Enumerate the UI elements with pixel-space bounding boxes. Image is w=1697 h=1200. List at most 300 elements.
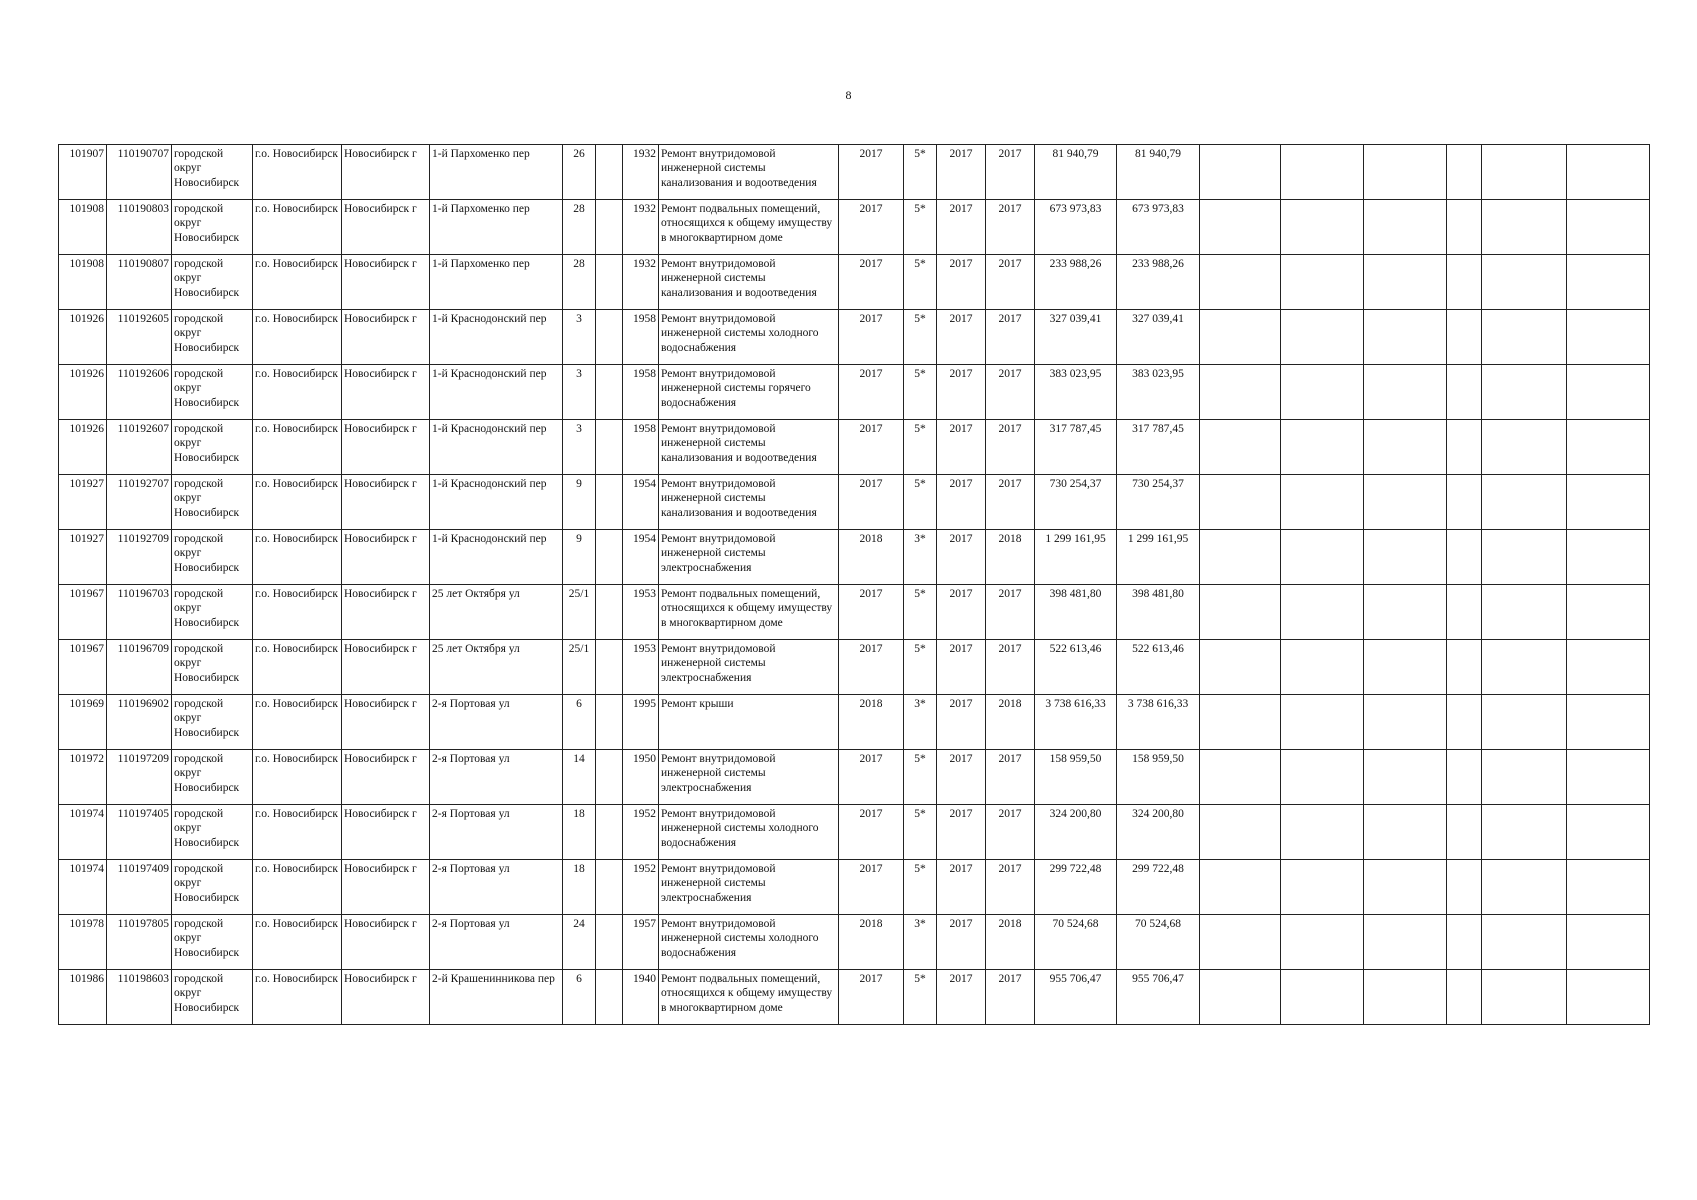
extra-cell — [1281, 585, 1364, 640]
extra-cell — [1364, 805, 1447, 860]
extra-cell — [1567, 530, 1650, 585]
house-cell: 28 — [563, 200, 596, 255]
id-cell: 101927 — [59, 475, 107, 530]
extra-cell — [1200, 475, 1281, 530]
year-start-cell: 2017 — [937, 255, 986, 310]
house-cell: 3 — [563, 365, 596, 420]
category-cell: 3* — [904, 915, 937, 970]
extra-cell — [1447, 860, 1482, 915]
extra-cell — [1447, 805, 1482, 860]
corpus-cell — [596, 805, 623, 860]
year-end-cell: 2017 — [986, 640, 1035, 695]
work-type-cell: Ремонт подвальных помещений, относящихся к общему имуществу в многоквартирном доме — [659, 585, 839, 640]
year-start-cell: 2017 — [937, 915, 986, 970]
street-cell: 1-й Краснодонский пер — [430, 475, 563, 530]
extra-cell — [1482, 145, 1567, 200]
cost-cell: 327 039,41 — [1035, 310, 1117, 365]
extra-cell — [1482, 695, 1567, 750]
municipality-cell: городской округ Новосибирск — [172, 365, 253, 420]
extra-cell — [1567, 860, 1650, 915]
extra-cell — [1482, 475, 1567, 530]
code-cell: 110196703 — [107, 585, 172, 640]
cost-cell: 383 023,95 — [1035, 365, 1117, 420]
extra-cell — [1567, 145, 1650, 200]
extra-cell — [1447, 530, 1482, 585]
table-row — [59, 860, 1650, 915]
code-cell: 110196902 — [107, 695, 172, 750]
extra-cell — [1200, 695, 1281, 750]
street-cell: 2-я Портовая ул — [430, 805, 563, 860]
extra-cell — [1281, 475, 1364, 530]
work-type-cell: Ремонт внутридомовой инженерной системы холодного водоснабжения — [659, 310, 839, 365]
extra-cell — [1447, 585, 1482, 640]
city-cell: Новосибирск г — [342, 915, 430, 970]
city-cell: Новосибирск г — [342, 805, 430, 860]
year-start-cell: 2017 — [937, 365, 986, 420]
street-cell: 1-й Пархоменко пер — [430, 255, 563, 310]
id-cell: 101927 — [59, 530, 107, 585]
cost-total-cell: 730 254,37 — [1117, 475, 1200, 530]
plan-year-cell: 2017 — [839, 805, 904, 860]
code-cell: 110190807 — [107, 255, 172, 310]
code-cell: 110196709 — [107, 640, 172, 695]
year-end-cell: 2017 — [986, 585, 1035, 640]
district-cell: г.о. Новосибирск — [253, 640, 342, 695]
cost-cell: 522 613,46 — [1035, 640, 1117, 695]
municipality-cell: городской округ Новосибирск — [172, 860, 253, 915]
district-cell: г.о. Новосибирск — [253, 585, 342, 640]
corpus-cell — [596, 970, 623, 1025]
extra-cell — [1364, 860, 1447, 915]
year-start-cell: 2017 — [937, 145, 986, 200]
district-cell: г.о. Новосибирск — [253, 475, 342, 530]
plan-year-cell: 2018 — [839, 695, 904, 750]
house-cell: 18 — [563, 805, 596, 860]
table-row — [59, 365, 1650, 420]
work-type-cell: Ремонт подвальных помещений, относящихся к общему имуществу в многоквартирном доме — [659, 200, 839, 255]
year-end-cell: 2018 — [986, 530, 1035, 585]
year-start-cell: 2017 — [937, 585, 986, 640]
extra-cell — [1281, 255, 1364, 310]
category-cell: 5* — [904, 805, 937, 860]
corpus-cell — [596, 860, 623, 915]
extra-cell — [1364, 750, 1447, 805]
year-start-cell: 2017 — [937, 475, 986, 530]
plan-year-cell: 2017 — [839, 255, 904, 310]
house-cell: 18 — [563, 860, 596, 915]
house-cell: 3 — [563, 310, 596, 365]
extra-cell — [1200, 585, 1281, 640]
house-cell: 9 — [563, 475, 596, 530]
extra-cell — [1567, 200, 1650, 255]
code-cell: 110192607 — [107, 420, 172, 475]
category-cell: 5* — [904, 365, 937, 420]
city-cell: Новосибирск г — [342, 860, 430, 915]
district-cell: г.о. Новосибирск — [253, 970, 342, 1025]
cost-cell: 70 524,68 — [1035, 915, 1117, 970]
cost-total-cell: 233 988,26 — [1117, 255, 1200, 310]
year-built-cell: 1932 — [623, 145, 659, 200]
category-cell: 5* — [904, 145, 937, 200]
extra-cell — [1567, 475, 1650, 530]
plan-year-cell: 2017 — [839, 475, 904, 530]
work-type-cell: Ремонт внутридомовой инженерной системы холодного водоснабжения — [659, 805, 839, 860]
table-row — [59, 585, 1650, 640]
district-cell: г.о. Новосибирск — [253, 365, 342, 420]
corpus-cell — [596, 640, 623, 695]
year-built-cell: 1940 — [623, 970, 659, 1025]
extra-cell — [1447, 365, 1482, 420]
city-cell: Новосибирск г — [342, 365, 430, 420]
code-cell: 110197209 — [107, 750, 172, 805]
district-cell: г.о. Новосибирск — [253, 310, 342, 365]
street-cell: 2-я Портовая ул — [430, 695, 563, 750]
extra-cell — [1567, 750, 1650, 805]
house-cell: 24 — [563, 915, 596, 970]
table-body — [59, 145, 1650, 1025]
extra-cell — [1364, 585, 1447, 640]
extra-cell — [1447, 970, 1482, 1025]
work-type-cell: Ремонт подвальных помещений, относящихся к общему имуществу в многоквартирном доме — [659, 970, 839, 1025]
plan-year-cell: 2017 — [839, 365, 904, 420]
work-type-cell: Ремонт внутридомовой инженерной системы электроснабжения — [659, 640, 839, 695]
id-cell: 101907 — [59, 145, 107, 200]
work-type-cell: Ремонт внутридомовой инженерной системы канализования и водоотведения — [659, 255, 839, 310]
year-built-cell: 1953 — [623, 585, 659, 640]
extra-cell — [1364, 915, 1447, 970]
category-cell: 3* — [904, 530, 937, 585]
table-row — [59, 970, 1650, 1025]
extra-cell — [1482, 805, 1567, 860]
street-cell: 2-я Портовая ул — [430, 750, 563, 805]
id-cell: 101974 — [59, 805, 107, 860]
id-cell: 101908 — [59, 200, 107, 255]
extra-cell — [1200, 750, 1281, 805]
cost-total-cell: 383 023,95 — [1117, 365, 1200, 420]
extra-cell — [1281, 750, 1364, 805]
plan-year-cell: 2017 — [839, 970, 904, 1025]
plan-year-cell: 2017 — [839, 585, 904, 640]
house-cell: 3 — [563, 420, 596, 475]
table-row — [59, 695, 1650, 750]
city-cell: Новосибирск г — [342, 640, 430, 695]
house-cell: 25/1 — [563, 640, 596, 695]
table-row — [59, 145, 1650, 200]
district-cell: г.о. Новосибирск — [253, 805, 342, 860]
code-cell: 110192709 — [107, 530, 172, 585]
plan-year-cell: 2017 — [839, 750, 904, 805]
table-row — [59, 640, 1650, 695]
code-cell: 110197409 — [107, 860, 172, 915]
id-cell: 101926 — [59, 310, 107, 365]
code-cell: 110190707 — [107, 145, 172, 200]
id-cell: 101908 — [59, 255, 107, 310]
work-type-cell: Ремонт внутридомовой инженерной системы электроснабжения — [659, 530, 839, 585]
corpus-cell — [596, 695, 623, 750]
house-cell: 26 — [563, 145, 596, 200]
extra-cell — [1482, 585, 1567, 640]
extra-cell — [1364, 640, 1447, 695]
extra-cell — [1200, 970, 1281, 1025]
street-cell: 25 лет Октября ул — [430, 585, 563, 640]
table-row — [59, 475, 1650, 530]
municipality-cell: городской округ Новосибирск — [172, 805, 253, 860]
year-end-cell: 2017 — [986, 750, 1035, 805]
cost-total-cell: 70 524,68 — [1117, 915, 1200, 970]
year-end-cell: 2017 — [986, 420, 1035, 475]
extra-cell — [1200, 915, 1281, 970]
category-cell: 5* — [904, 860, 937, 915]
street-cell: 25 лет Октября ул — [430, 640, 563, 695]
year-start-cell: 2017 — [937, 970, 986, 1025]
corpus-cell — [596, 530, 623, 585]
plan-year-cell: 2017 — [839, 310, 904, 365]
extra-cell — [1200, 200, 1281, 255]
work-type-cell: Ремонт внутридомовой инженерной системы канализования и водоотведения — [659, 475, 839, 530]
extra-cell — [1200, 640, 1281, 695]
year-end-cell: 2017 — [986, 860, 1035, 915]
cost-cell: 730 254,37 — [1035, 475, 1117, 530]
street-cell: 1-й Пархоменко пер — [430, 145, 563, 200]
extra-cell — [1364, 255, 1447, 310]
id-cell: 101978 — [59, 915, 107, 970]
cost-cell: 233 988,26 — [1035, 255, 1117, 310]
extra-cell — [1447, 475, 1482, 530]
municipality-cell: городской округ Новосибирск — [172, 695, 253, 750]
cost-total-cell: 327 039,41 — [1117, 310, 1200, 365]
city-cell: Новосибирск г — [342, 585, 430, 640]
cost-total-cell: 522 613,46 — [1117, 640, 1200, 695]
year-built-cell: 1952 — [623, 805, 659, 860]
code-cell: 110197405 — [107, 805, 172, 860]
table-row — [59, 200, 1650, 255]
extra-cell — [1567, 695, 1650, 750]
extra-cell — [1567, 970, 1650, 1025]
extra-cell — [1200, 145, 1281, 200]
municipality-cell: городской округ Новосибирск — [172, 750, 253, 805]
extra-cell — [1281, 530, 1364, 585]
municipality-cell: городской округ Новосибирск — [172, 255, 253, 310]
extra-cell — [1364, 365, 1447, 420]
year-start-cell: 2017 — [937, 530, 986, 585]
year-built-cell: 1958 — [623, 365, 659, 420]
year-end-cell: 2018 — [986, 915, 1035, 970]
corpus-cell — [596, 310, 623, 365]
extra-cell — [1200, 860, 1281, 915]
cost-total-cell: 158 959,50 — [1117, 750, 1200, 805]
corpus-cell — [596, 915, 623, 970]
extra-cell — [1567, 420, 1650, 475]
street-cell: 2-й Крашенинникова пер — [430, 970, 563, 1025]
district-cell: г.о. Новосибирск — [253, 530, 342, 585]
year-end-cell: 2017 — [986, 200, 1035, 255]
cost-total-cell: 324 200,80 — [1117, 805, 1200, 860]
extra-cell — [1482, 860, 1567, 915]
house-cell: 9 — [563, 530, 596, 585]
year-end-cell: 2017 — [986, 475, 1035, 530]
city-cell: Новосибирск г — [342, 475, 430, 530]
table-row — [59, 255, 1650, 310]
cost-cell: 1 299 161,95 — [1035, 530, 1117, 585]
year-start-cell: 2017 — [937, 860, 986, 915]
city-cell: Новосибирск г — [342, 530, 430, 585]
id-cell: 101986 — [59, 970, 107, 1025]
extra-cell — [1482, 365, 1567, 420]
year-built-cell: 1958 — [623, 310, 659, 365]
municipality-cell: городской округ Новосибирск — [172, 640, 253, 695]
extra-cell — [1482, 640, 1567, 695]
street-cell: 2-я Портовая ул — [430, 915, 563, 970]
year-end-cell: 2018 — [986, 695, 1035, 750]
corpus-cell — [596, 255, 623, 310]
extra-cell — [1447, 640, 1482, 695]
extra-cell — [1567, 805, 1650, 860]
extra-cell — [1482, 255, 1567, 310]
cost-total-cell: 398 481,80 — [1117, 585, 1200, 640]
id-cell: 101926 — [59, 420, 107, 475]
street-cell: 1-й Краснодонский пер — [430, 365, 563, 420]
year-end-cell: 2017 — [986, 255, 1035, 310]
year-built-cell: 1958 — [623, 420, 659, 475]
corpus-cell — [596, 475, 623, 530]
extra-cell — [1364, 310, 1447, 365]
plan-year-cell: 2018 — [839, 530, 904, 585]
cost-cell: 324 200,80 — [1035, 805, 1117, 860]
plan-year-cell: 2017 — [839, 145, 904, 200]
extra-cell — [1364, 530, 1447, 585]
municipality-cell: городской округ Новосибирск — [172, 200, 253, 255]
district-cell: г.о. Новосибирск — [253, 695, 342, 750]
municipality-cell: городской округ Новосибирск — [172, 530, 253, 585]
extra-cell — [1567, 255, 1650, 310]
extra-cell — [1567, 585, 1650, 640]
city-cell: Новосибирск г — [342, 420, 430, 475]
cost-total-cell: 299 722,48 — [1117, 860, 1200, 915]
table-row — [59, 750, 1650, 805]
id-cell: 101926 — [59, 365, 107, 420]
id-cell: 101974 — [59, 860, 107, 915]
year-built-cell: 1957 — [623, 915, 659, 970]
year-start-cell: 2017 — [937, 750, 986, 805]
district-cell: г.о. Новосибирск — [253, 860, 342, 915]
year-built-cell: 1954 — [623, 530, 659, 585]
category-cell: 5* — [904, 750, 937, 805]
street-cell: 1-й Краснодонский пер — [430, 420, 563, 475]
extra-cell — [1567, 365, 1650, 420]
code-cell: 110190803 — [107, 200, 172, 255]
extra-cell — [1364, 695, 1447, 750]
extra-cell — [1482, 420, 1567, 475]
extra-cell — [1200, 310, 1281, 365]
year-built-cell: 1950 — [623, 750, 659, 805]
cost-cell: 81 940,79 — [1035, 145, 1117, 200]
extra-cell — [1281, 145, 1364, 200]
house-cell: 6 — [563, 970, 596, 1025]
year-built-cell: 1932 — [623, 255, 659, 310]
work-type-cell: Ремонт крыши — [659, 695, 839, 750]
district-cell: г.о. Новосибирск — [253, 255, 342, 310]
category-cell: 5* — [904, 200, 937, 255]
corpus-cell — [596, 750, 623, 805]
category-cell: 3* — [904, 695, 937, 750]
municipality-cell: городской округ Новосибирск — [172, 475, 253, 530]
city-cell: Новосибирск г — [342, 145, 430, 200]
cost-total-cell: 1 299 161,95 — [1117, 530, 1200, 585]
extra-cell — [1364, 970, 1447, 1025]
id-cell: 101967 — [59, 640, 107, 695]
extra-cell — [1482, 200, 1567, 255]
cost-total-cell: 317 787,45 — [1117, 420, 1200, 475]
district-cell: г.о. Новосибирск — [253, 420, 342, 475]
year-start-cell: 2017 — [937, 200, 986, 255]
category-cell: 5* — [904, 970, 937, 1025]
house-cell: 6 — [563, 695, 596, 750]
year-built-cell: 1995 — [623, 695, 659, 750]
code-cell: 110192707 — [107, 475, 172, 530]
corpus-cell — [596, 365, 623, 420]
plan-year-cell: 2017 — [839, 200, 904, 255]
id-cell: 101969 — [59, 695, 107, 750]
cost-total-cell: 673 973,83 — [1117, 200, 1200, 255]
extra-cell — [1200, 420, 1281, 475]
extra-cell — [1482, 310, 1567, 365]
municipality-cell: городской округ Новосибирск — [172, 145, 253, 200]
work-type-cell: Ремонт внутридомовой инженерной системы горячего водоснабжения — [659, 365, 839, 420]
city-cell: Новосибирск г — [342, 310, 430, 365]
id-cell: 101972 — [59, 750, 107, 805]
work-type-cell: Ремонт внутридомовой инженерной системы электроснабжения — [659, 750, 839, 805]
extra-cell — [1200, 805, 1281, 860]
cost-total-cell: 955 706,47 — [1117, 970, 1200, 1025]
extra-cell — [1281, 860, 1364, 915]
street-cell: 1-й Краснодонский пер — [430, 530, 563, 585]
page-number: 8 — [845, 88, 852, 102]
corpus-cell — [596, 145, 623, 200]
cost-cell: 398 481,80 — [1035, 585, 1117, 640]
year-built-cell: 1953 — [623, 640, 659, 695]
city-cell: Новосибирск г — [342, 695, 430, 750]
work-type-cell: Ремонт внутридомовой инженерной системы канализования и водоотведения — [659, 145, 839, 200]
corpus-cell — [596, 420, 623, 475]
extra-cell — [1281, 640, 1364, 695]
cost-total-cell: 3 738 616,33 — [1117, 695, 1200, 750]
category-cell: 5* — [904, 420, 937, 475]
extra-cell — [1364, 200, 1447, 255]
municipality-cell: городской округ Новосибирск — [172, 585, 253, 640]
category-cell: 5* — [904, 255, 937, 310]
corpus-cell — [596, 200, 623, 255]
extra-cell — [1364, 475, 1447, 530]
municipality-cell: городской округ Новосибирск — [172, 310, 253, 365]
id-cell: 101967 — [59, 585, 107, 640]
city-cell: Новосибирск г — [342, 255, 430, 310]
municipality-cell: городской округ Новосибирск — [172, 915, 253, 970]
work-type-cell: Ремонт внутридомовой инженерной системы холодного водоснабжения — [659, 915, 839, 970]
year-start-cell: 2017 — [937, 310, 986, 365]
category-cell: 5* — [904, 585, 937, 640]
house-cell: 25/1 — [563, 585, 596, 640]
year-end-cell: 2017 — [986, 970, 1035, 1025]
extra-cell — [1447, 915, 1482, 970]
municipality-cell: городской округ Новосибирск — [172, 420, 253, 475]
extra-cell — [1567, 915, 1650, 970]
year-start-cell: 2017 — [937, 805, 986, 860]
code-cell: 110192605 — [107, 310, 172, 365]
year-start-cell: 2017 — [937, 420, 986, 475]
extra-cell — [1447, 255, 1482, 310]
extra-cell — [1567, 640, 1650, 695]
city-cell: Новосибирск г — [342, 200, 430, 255]
